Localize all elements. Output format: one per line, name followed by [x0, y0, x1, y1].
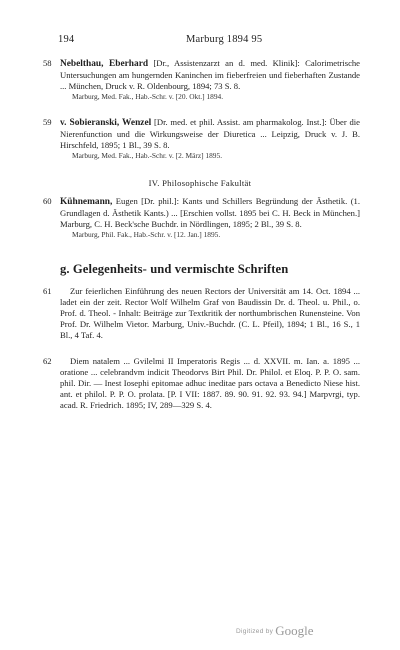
entry-body: [Dr. med. et phil. Assist. am pharmakolog. Inst.]: Über die Nierenfunction und die Wirkungsweise der Diuretica ... Leipzig, Druck v. J. B. Hirschfeld, 1895; 1 Bl., 39 S. 8.: [60, 117, 360, 150]
entry-note: Marburg, Med. Fak., Hab.-Schr. v. [20. Okt.] 1894.: [72, 92, 224, 101]
entry-text: [60, 117, 360, 151]
running-title: Marburg 1894 95: [186, 34, 263, 45]
entry-text: Zur feierlichen Einführung des neuen Rectors der Universität am 14. Oct. 1894 ... ladet ein der zeit. Rector Wolf Wilhelm Graf von Baudissin Dr. d. Theol. u. Phil., o. Prof. d. Theol. - Inhalt: Beiträge zur Textkritik der northumbrischen Runensteine. Von Prof. Dr. Wilhelm Vietor. Marburg, Univ.-Buchdr. (C. L. Pfeil), 1894; 1 Bl., 16 S., 1 Bl., 4 Taf. 4.: [60, 286, 360, 340]
bibliography-entry: [43, 196, 360, 240]
entry-author: v. Sobieranski, Wenzel: [60, 118, 152, 128]
section-heading: IV. Philosophische Fakultät: [148, 178, 252, 188]
entry-text: [60, 58, 360, 92]
entry-body: Eugen [Dr. phil.]: Kants und Schillers Begründung der Ästhetik. (1. Grundlagen d. Ästhetik Kants.) ... [Erschien vollst. 1895 bei C. H. Beck in München.] Marburg, C. H. Beck'sche Buchdr. in Nördlingen, 1895; 2 Bl., 39 S. 8.: [60, 196, 360, 229]
entry-body: [Dr., Assistenzarzt an d. med. Klinik]: Calorimetrische Untersuchungen am hungernden Kaninchen im fieberfreien und fieberhaften Zustande ... München, Druck v. R. Oldenbourg, 1894; 73 S. 8.: [60, 58, 361, 91]
entry-number: 58: [43, 58, 52, 68]
entry-text: [60, 196, 360, 230]
entry-number: 60: [43, 196, 52, 206]
entry-author: Kühnemann,: [60, 197, 113, 207]
bibliography-entry: [43, 356, 360, 411]
page-number: 194: [58, 34, 75, 45]
entry-number: 59: [43, 117, 52, 127]
watermark-prefix: Digitized by: [236, 628, 274, 635]
entry-note: Marburg, Phil. Fak., Hab.-Schr. v. [12. Jan.] 1895.: [72, 230, 221, 239]
entry-number: 61: [43, 286, 52, 296]
major-section-heading: g. Gelegenheits- und vermischte Schriften: [60, 262, 289, 276]
entry-text: Diem natalem ... Gvilelmi II Imperatoris Regis ... d. XXVII. m. Ian. a. 1895 ... oratione ... celebrandvm indicit Theodorvs Birt Phil. Dr. Philol. et Eloq. P. P. O. sam. phil. Dir. — Inest Iosephi epitomae adhuc ineditae pars octava a Benedicto Niese hist. ant. et philol. P. P. O. prolata. [P. I VII: 1887. 89. 90. 91. 92. 93. 94.] Marpvrgi, typ. acad. R. Friedrich. 1895; IV, 289—329 S. 4.: [60, 356, 360, 410]
bibliography-entry: [43, 58, 361, 102]
google-logo: Google: [275, 623, 314, 638]
bibliography-entry: [43, 117, 360, 161]
entry-author: Nebelthau, Eberhard: [60, 59, 149, 69]
digitization-watermark: [236, 622, 313, 640]
bibliography-entry: [43, 286, 360, 341]
entry-number: 62: [43, 356, 52, 366]
entry-note: Marburg, Med. Fak., Hab.-Schr. v. [2. März] 1895.: [72, 151, 223, 160]
